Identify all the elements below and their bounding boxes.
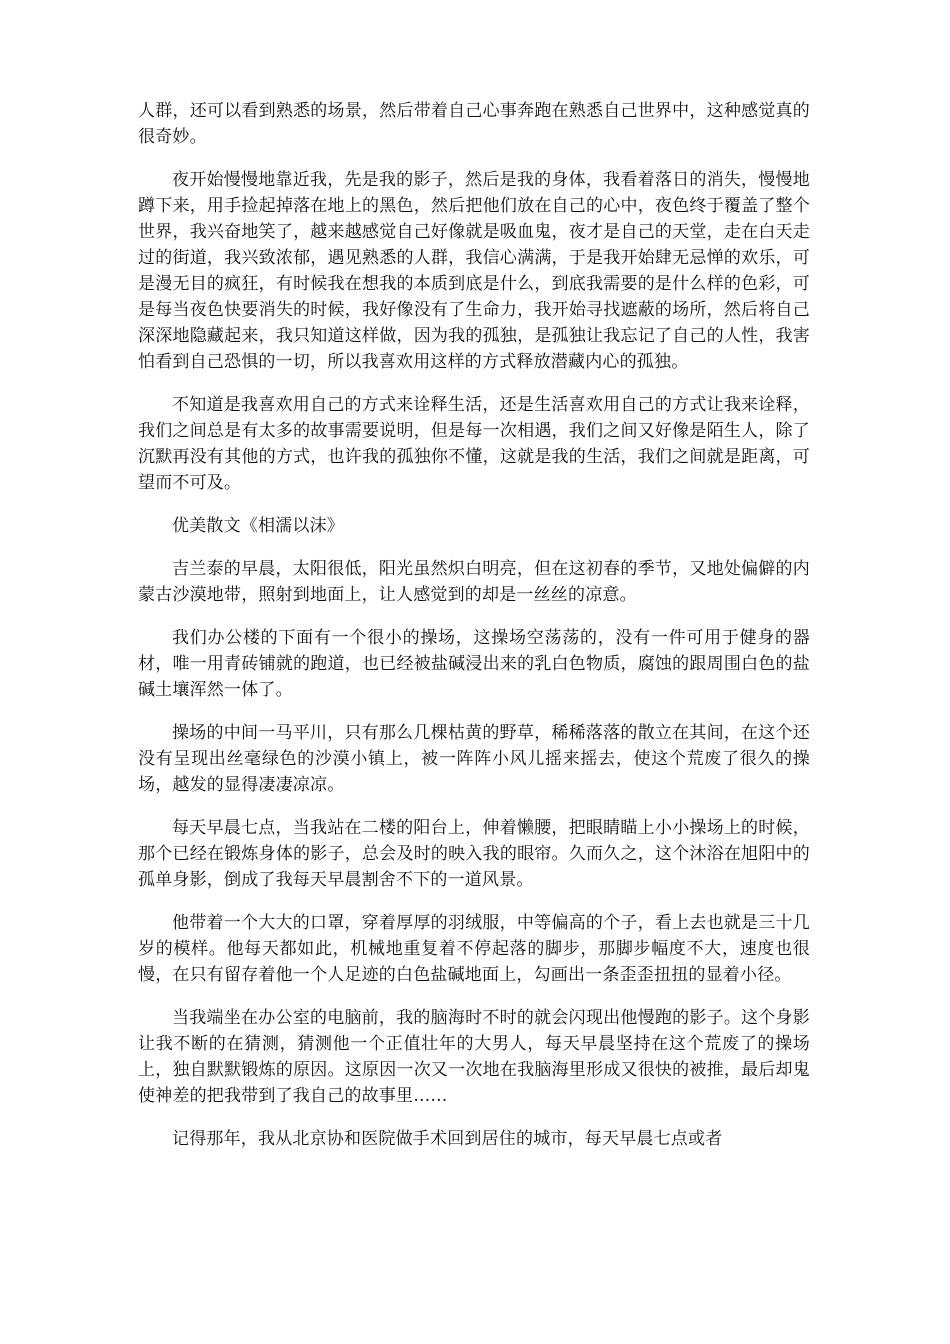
paragraph-office: 当我端坐在办公室的电脑前，我的脑海时不时的就会闪现出他慢跑的影子。这个身影让我不断的在猜测，猜测他一个正值壮年的大男人，每天早晨坚持在这个荒废了的操场上，独自默默锻炼的原因。这原因一次又一次地在我脑海里形成又很快的被推，最后却鬼使神差的把我带到了我自己的故事里…… [138,1008,810,1106]
paragraph-playground: 我们办公楼的下面有一个很小的操场，这操场空荡荡的，没有一件可用于健身的器材，唯一用青砖铺就的跑道，也已经被盐碱浸出来的乳白色物质，腐蚀的跟周围白色的盐碱土壤浑然一体了。 [138,628,810,700]
paragraph-morning: 吉兰泰的早晨，太阳很低，阳光虽然炽白明亮，但在这初春的季节，又地处偏僻的内蒙古沙漠地带，照射到地面上，让人感觉到的却是一丝丝的凉意。 [138,559,810,605]
document-page [138,98,810,1169]
paragraph-remember: 记得那年，我从北京协和医院做手术回到居住的城市，每天早晨七点或者 [172,1129,723,1149]
paragraph-seven-am: 每天早晨七点，当我站在二楼的阳台上，伸着懒腰，把眼睛瞄上小小操场上的时候，那个已经在锻炼身体的影子，总会及时的映入我的眼帘。久而久之，这个沐浴在旭阳中的孤单身影，倒成了我每天早晨割舍不下的一道风景。 [138,818,810,890]
essay-title: 优美散文《相濡以沫》 [172,516,344,536]
paragraph-continuation: 人群，还可以看到熟悉的场景，然后带着自己心事奔跑在熟悉自己世界中，这种感觉真的很奇妙。 [138,101,810,147]
paragraph-mask: 他带着一个大大的口罩，穿着厚厚的羽绒服，中等偏高的个子，看上去也就是三十几岁的模样。他每天都如此，机械地重复着不停起落的脚步，那脚步幅度不大，速度也很慢，在只有留存着他一个人足迹的白色盐碱地面上，勾画出一条歪歪扭扭的显着小径。 [138,913,810,985]
paragraph-weeds: 操场的中间一马平川，只有那么几棵枯黄的野草，稀稀落落的散立在其间，在这个还没有呈现出丝毫绿色的沙漠小镇上，被一阵阵小风儿摇来摇去，使这个荒废了很久的操场，越发的显得凄凄凉凉。 [138,723,810,795]
paragraph-night: 夜开始慢慢地靠近我，先是我的影子，然后是我的身体，我看着落日的消失，慢慢地蹲下来，用手捡起掉落在地上的黑色，然后把他们放在自己的心中，夜色终于覆盖了整个世界，我兴奋地笑了，越来越感觉自己好像就是吸血鬼，夜才是自己的天堂，走在白天走过的街道，我兴致浓郁，遇见熟悉的人群，我信心满满，于是我开始肆无忌惮的欢乐，可是漫无目的疯狂，有时候我在想我的本质到底是什么，到底我需要的是什么样的色彩，可是每当夜色快要消失的时候，我好像没有了生命力，我开始寻找遮蔽的场所，然后将自己深深地隐藏起来，我只知道这样做，因为我的孤独，是孤独让我忘记了自己的人性，我害怕看到自己恐惧的一切，所以我喜欢用这样的方式释放潜藏内心的孤独。 [138,170,810,372]
paragraph-interpret-life: 不知道是我喜欢用自己的方式来诠释生活，还是生活喜欢用自己的方式让我来诠释，我们之间总是有太多的故事需要说明，但是每一次相遇，我们之间又好像是陌生人，除了沉默再没有其他的方式，也许我的孤独你不懂，这就是我的生活，我们之间就是距离，可望而不可及。 [138,395,810,493]
